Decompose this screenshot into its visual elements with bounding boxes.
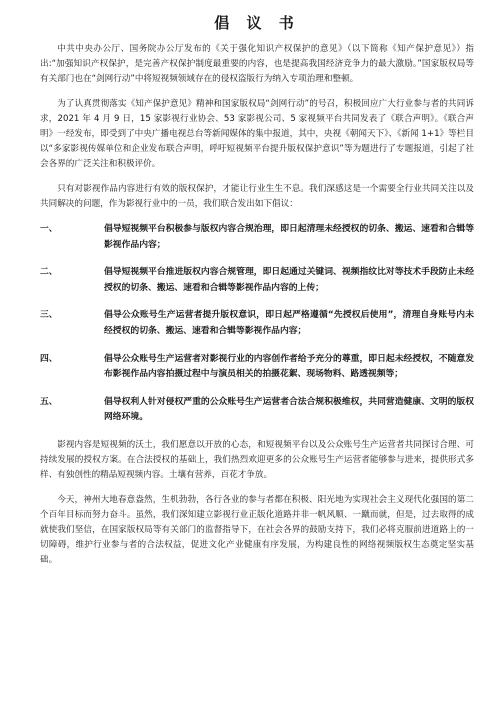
proposal-item	[40, 222, 474, 253]
proposal-item-number: 二、	[40, 267, 58, 278]
proposal-item-text: 倡导短视频平台积极参与版权内容合规治理，即日起清理未经授权的切条、搬运、速看和合辑等影视作品内容；	[104, 224, 474, 250]
proposal-item	[40, 395, 474, 426]
proposal-item-number: 三、	[40, 310, 58, 321]
intro-paragraph-3: 只有对影视作品内容进行有效的版权保护，才能让行业生生不息。我们深感这是一个需要全行业共同关注以及共同解决的问题，作为影视行业中的一员，我们联合发出如下倡议：	[40, 183, 474, 209]
closing-paragraph-2: 今天，神州大地春意盎然，生机勃勃，各行各业的参与者都在积极、阳光地为实现社会主义现代化强国的第二个百年目标而努力奋斗。虽然，我们深知建立影视行业正版化道路并非一帆风顺、一蹴而就，但是，过去取得的成就使我们坚信，在国家版权局等有关部门的监督指导下，在社会各界的鼓励支持下，我们必将克服前进道路上的一切障碍，维护行业参与者的合法权益，促进文化产业健康有序发展，为构建良性的网络视频版权生态奠定坚实基础。	[40, 494, 474, 566]
proposal-item-text: 倡导公众账号生产运营者提升版权意识，即日起严格遵循“先授权后使用”，清理自身账号内未经授权的切条、搬运、速看和合辑等影视作品内容；	[104, 310, 474, 336]
proposal-item-text: 倡导短视频平台推进版权内容合规管理，即日起通过关键词、视频指纹比对等技术手段防止未经授权的切条、搬运、速看和合辑等影视作品内容的上传；	[104, 267, 474, 293]
proposal-item	[40, 352, 474, 383]
proposal-item-number: 五、	[40, 396, 58, 407]
intro-paragraph-1: 中共中央办公厅、国务院办公厅发布的《关于强化知识产权保护的意见》（以下简称《知产保护意见》）指出:“加强知识产权保护，是完善产权保护制度最重要的内容，也是提高我国经济竞争力的最大激励。”国家版权局等有关部门也在“剑网行动”中将短视频领域存在的侵权盗版行为纳入专项治理和整顿。	[40, 44, 474, 85]
document-title: 倡 议 书	[214, 14, 300, 32]
intro-paragraph-2: 为了认真贯彻落实《知产保护意见》精神和国家版权局“剑网行动”的号召，积极回应广大行业参与者的共同诉求，2021 年 4 月 9 日，15 家影视行业协会、53 家影视公司、5 家视频平台共同发表了《联合声明》。《联合声明》一经发布，即受到了中央广播电视总台等新闻媒体的集中报道，其中，央视《朝闻天下》、《新闻 1+1》等栏目以“多家影视传媒单位和企业发布联合声明，呼吁短视频平台提升版权保护意识”等为题进行了专题报道，引起了社会各界的广泛关注和积极评价。	[40, 98, 474, 170]
proposal-list	[40, 222, 474, 426]
proposal-item-number: 一、	[40, 224, 58, 235]
closing-paragraph-1: 影视内容是短视频的沃土，我们愿意以开放的心态，和短视频平台以及公众账号生产运营者共同探讨合理、可持续发展的授权方案。在合法授权的基础上，我们热烈欢迎更多的公众账号生产运营者能够参与进来，提供形式多样、有独创性的精品短视频内容。土壤有营养，百花才争放。	[40, 439, 474, 481]
proposal-item-text: 倡导权利人针对侵权严重的公众账号生产运营者合法合规积极维权，共同营造健康、文明的版权网络环境。	[104, 396, 474, 423]
proposal-item-number: 四、	[40, 353, 58, 364]
proposal-item	[40, 265, 474, 296]
proposal-item-text: 倡导公众账号生产运营者对影视行业的内容创作者给予充分的尊重，即日起未经授权，不随意发布影视作品内容拍摄过程中与演员相关的拍摄花絮、现场物料、路透视频等；	[104, 353, 474, 380]
proposal-item	[40, 308, 474, 339]
